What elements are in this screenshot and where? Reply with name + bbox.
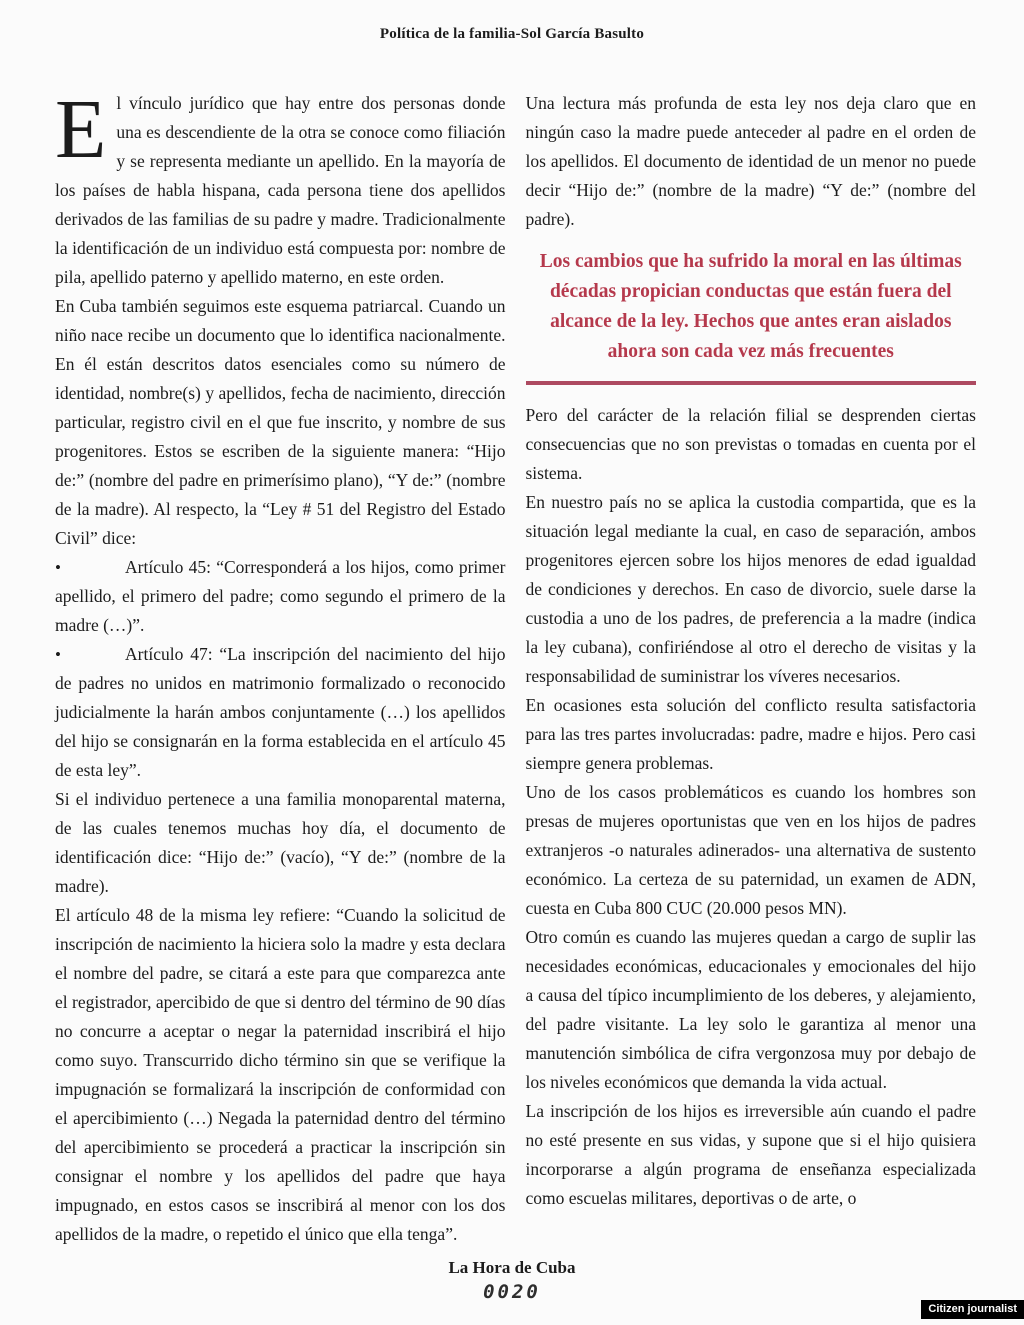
paragraph-mothers-burden: Otro común es cuando las mujeres quedan a cargo de suplir las necesidades económicas, educacionales y emocionales del hijo a causa del típico incumplimiento de los deberes, y alejamiento, del padre visitante. La ley solo le garantiza al menor una manutención simbólica de cifra vergonzosa muy por debajo de los niveles económicos que demanda la vida actual. (525, 927, 976, 1092)
dropcap-letter: E (55, 83, 107, 176)
paragraph-cuba-scheme: En Cuba también seguimos este esquema patriarcal. Cuando un niño nace recibe un documento que lo identifica nacionalmente. En él están descritos datos esenciales como su número de identidad, nombre(s) y apellidos, fecha de nacimiento, dirección particular, registro civil en el que fue inscrito, y nombre de sus progenitores. Estos se escriben de la siguiente manera: “Hijo de:” (nombre del padre en primerísimo plano), “Y de:” (nombre de la madre). Al respecto, la “Ley # 51 del Registro del Estado Civil” dice: (55, 296, 506, 548)
citizen-journalist-badge: Citizen journalist (921, 1300, 1024, 1319)
page-footer (0, 1258, 1024, 1303)
paragraph-intro (55, 83, 506, 292)
bullet-icon (55, 553, 73, 582)
publication-name: La Hora de Cuba (448, 1258, 576, 1277)
article-body (0, 43, 1024, 1249)
bullet-article-47-text: Artículo 47: “La inscripción del nacimiento del hijo de padres no unidos en matrimonio formalizado o reconocido judicialmente la harán ambos conjuntamente (…) los apellidos del hijo se consignarán en la forma establecida en el artículo 45 de esta ley”. (55, 644, 506, 780)
paragraph-custody: En nuestro país no se aplica la custodia compartida, que es la situación legal mediante la cual, en caso de separación, ambos progenitores ejercen sobre los hijos menores de edad igualdad de condiciones y derechos. En caso de divorcio, suele darse la custodia a uno de los padres, de preferencia a la madre (indica la ley cubana), confiriéndose al otro el derecho de visitas y la responsabilidad de suministrar los víveres necesarios. (525, 492, 976, 686)
left-column (55, 83, 506, 1249)
bullet-article-45 (55, 553, 506, 640)
paragraph-deeper-reading: Una lectura más profunda de esta ley nos deja claro que en ningún caso la madre puede anteceder al padre en el orden de los apellidos. El documento de identidad de un menor no puede decir “Hijo de:” (nombre de la madre) “Y de:” (nombre del padre). (525, 93, 976, 229)
pull-quote: Los cambios que ha sufrido la moral en las últimas décadas propician conductas que están fuera del alcance de la ley. Hechos que antes eran aislados ahora son cada vez más frecuentes (539, 251, 962, 362)
bullet-article-47 (55, 640, 506, 785)
paragraph-opportunists: Uno de los casos problemáticos es cuando los hombres son presas de mujeres oportunistas que ven en los hijos de padres extranjeros -o naturales adinerados- una alternativa de sustento económico. La certeza de su paternidad, un examen de ADN, cuesta en Cuba 800 CUC (20.000 pesos MN). (525, 782, 976, 918)
divider-double-rule (526, 381, 977, 385)
paragraph-irreversible: La inscripción de los hijos es irreversible aún cuando el padre no esté presente en sus vidas, y supone que si el hijo quisiera incorporarse a algún programa de enseñanza especializada como escuelas militares, deportivas o de arte, o (525, 1101, 976, 1208)
paragraph-intro-text: l vínculo jurídico que hay entre dos personas donde una es descendiente de la otra se conoce como filiación y se representa mediante un apellido. En la mayoría de los países de habla hispana, cada persona tiene dos apellidos derivados de las familias de su padre y madre. Tradicionalmente la identificación de un individuo está compuesta por: nombre de pila, apellido paterno y apellido materno, en este orden. (55, 93, 506, 287)
page-number: 0020 (483, 1281, 541, 1303)
right-column (526, 89, 977, 1249)
paragraph-filial-consequences: Pero del carácter de la relación filial se desprenden ciertas consecuencias que no son previstas o tomadas en cuenta por el sistema. (525, 405, 976, 483)
page-header (0, 0, 1024, 43)
bullet-article-45-text: Artículo 45: “Corresponderá a los hijos, como primer apellido, el primero del padre; como segundo el primero de la madre (…)”. (55, 557, 506, 635)
bullet-icon (55, 640, 73, 669)
paragraph-article-48: El artículo 48 de la misma ley refiere: “Cuando la solicitud de inscripción de nacimiento la hiciera solo la madre y esta declara el nombre del padre, se citará a este para que comparezca ante el registrador, apercibido de que si dentro del término de 90 días no concurre a aceptar o negar la paternidad inscribirá el hijo como suyo. Transcurrido dicho término sin que se verifique la impugnación se formalizará la inscripción de conformidad con el apercibimiento (…) Negada la paternidad dentro del término del apercibimiento se procederá a practicar la inscripción sin consignar el nombre y los apellidos del padre que haya impugnado, en estos casos se inscribirá al menor con los dos apellidos de la madre, o repetido el único que ella tenga”. (55, 905, 506, 1244)
paragraph-conflict-solution: En ocasiones esta solución del conflicto resulta satisfactoria para las tres partes involucradas: padre, madre e hijos. Pero casi siempre genera problemas. (525, 695, 976, 773)
paragraph-monoparental: Si el individuo pertenece a una familia monoparental materna, de las cuales tenemos muchas hoy día, el documento de identificación dice: “Hijo de:” (vacío), “Y de:” (nombre de la madre). (55, 789, 506, 896)
article-title: Política de la familia-Sol García Basulto (379, 26, 645, 42)
